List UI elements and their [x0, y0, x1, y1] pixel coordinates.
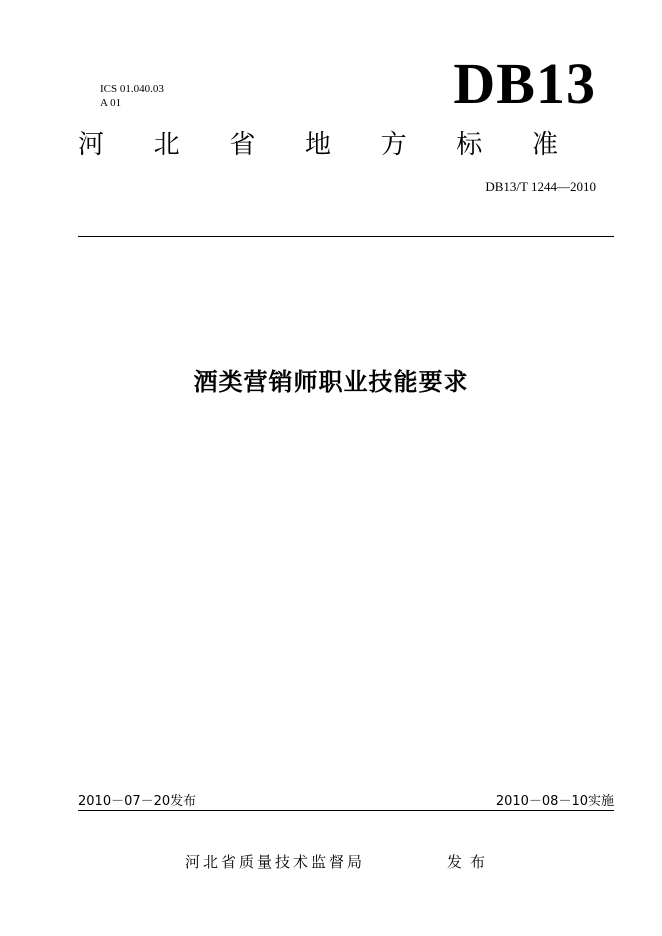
publish-date: 2010－07－20发布 [78, 794, 197, 809]
ics-code: ICS 01.040.03 [100, 83, 164, 95]
standard-title-char: 北 [153, 130, 180, 160]
issue-label: 发布 [447, 853, 494, 871]
standard-title-char: 准 [531, 130, 558, 160]
standard-title-char: 地 [304, 130, 331, 160]
footer-divider [78, 810, 614, 811]
implement-date: 2010－08－10实施 [495, 794, 614, 809]
db-logo: DB13 [453, 51, 596, 116]
standard-title-char: 方 [380, 130, 407, 160]
standard-type-title [78, 130, 558, 160]
standard-title-char: 省 [229, 130, 256, 160]
standard-number: DB13/T 1244—2010 [485, 179, 596, 194]
class-code: A 01 [100, 97, 122, 109]
standard-title-char: 河 [78, 130, 105, 160]
standard-title-char: 标 [456, 130, 483, 160]
classification-codes [100, 82, 164, 110]
issuing-authority: 河北省质量技术监督局 [185, 853, 366, 871]
header-divider [78, 236, 614, 237]
document-title: 酒类营销师职业技能要求 [193, 368, 469, 396]
